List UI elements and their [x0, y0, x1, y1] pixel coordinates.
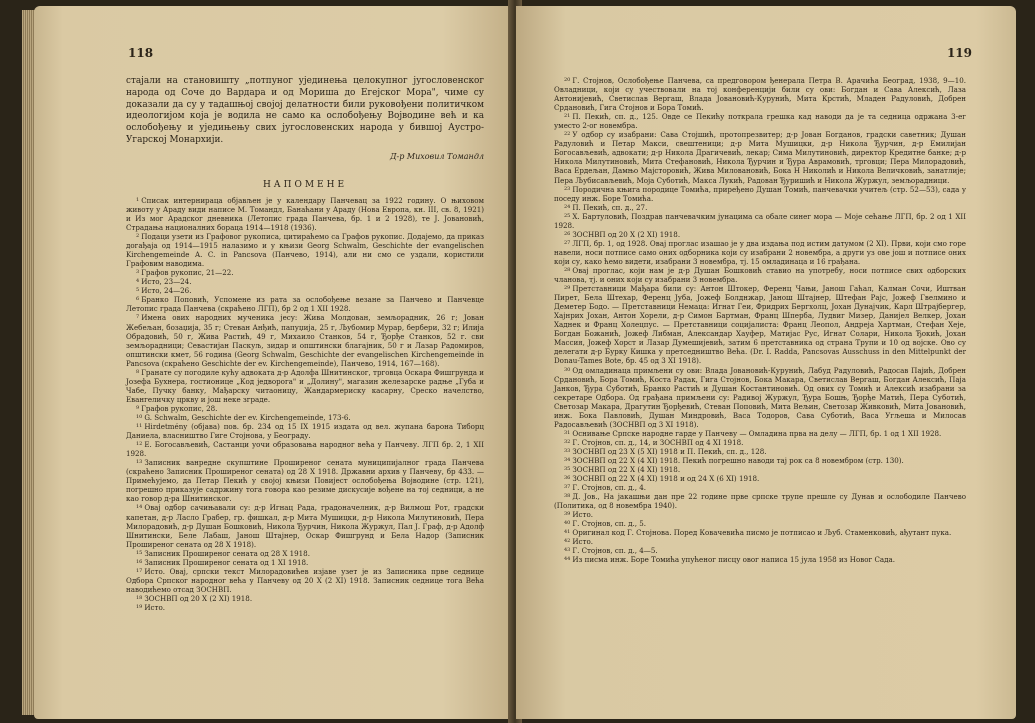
footnote	[554, 212, 966, 230]
body-paragraph: стајали на становишту „потпуног ујединења целокупног југословенског народа од Соче до Вардара и од Мориша до Егејског Мора", чиме су доказали да су у тадашњој својој делатности били руковођени политичком идеологијом која је водила не само ка ослобођењу Војводине већ и ка ослобођењу и уједињењу свих југословенских народа у бившој Аустро-Угарској Монархији.	[126, 76, 484, 145]
footnote	[126, 196, 484, 232]
footnote	[126, 549, 484, 558]
footnote-text: Х. Бартуловић, Поздрав панчевачким јунацима са обале синег мора — Моје сећање ЛГП, бр. 2 од 1 XII 1928.	[554, 211, 966, 230]
footnote	[554, 429, 966, 438]
footnote	[554, 492, 966, 510]
footnote	[126, 404, 484, 413]
footnote-number: 4	[136, 278, 140, 285]
footnote-number: 41	[564, 529, 571, 536]
footnote-text: П. Пекић, сп. д., 125. Овде се Пекићу поткрала грешка кад наводи да је та седница одржана 3-ег уместо 2-ог новембра.	[554, 112, 966, 131]
left-page	[34, 6, 514, 719]
footnote-text: Исто, 24—26.	[141, 286, 192, 296]
page-number: 119	[946, 46, 972, 60]
notes-heading: НАПОМЕНЕ	[262, 179, 348, 190]
footnote-text: Графов рукопис, 28.	[141, 403, 218, 413]
footnote-number: 38	[564, 493, 571, 500]
footnote-number: 21	[564, 113, 571, 120]
footnote-number: 20	[564, 77, 571, 83]
footnote-text: ЗОСНВП од 20 X (2 XI) 1918.	[572, 229, 681, 239]
footnote	[126, 413, 484, 422]
footnote-number: 8	[136, 368, 140, 375]
footnote-text: ЗОСНВП од 23 X (5 XI) 1918 и П. Пекић, сп. д., 128.	[572, 446, 767, 456]
footnote-number: 28	[564, 266, 571, 273]
footnote-number: 40	[564, 520, 571, 527]
footnote-number: 27	[564, 239, 571, 246]
footnote-number: 3	[136, 269, 140, 276]
footnote-text: ЗОСНВП од 22 X (4 XI) 1918. Пекић погрешно наводи тај рок са 8 новембром (стр. 130).	[572, 455, 904, 465]
footnote	[126, 268, 484, 277]
footnote-text: Бранко Поповић, Успомене из рата за ослобођење везане за Панчево и Панчевце Летопис града Панчева (скраћено ЛГП), бр 2 од 1 XII 1928.	[126, 295, 484, 314]
right-page	[516, 6, 1016, 719]
footnote-number: 32	[564, 438, 571, 445]
footnote-text: ЗОСНВП од 22 X (4 XI) 1918.	[572, 465, 681, 475]
footnote-text: Г. Стојнов, сп. д., 4—5.	[572, 546, 658, 556]
footnote-text: Записник Проширеног сената од 28 X 1918.	[144, 548, 310, 558]
footnote	[126, 603, 484, 612]
footnote	[554, 537, 966, 546]
footnote-number: 22	[564, 131, 571, 138]
footnote-number: 36	[564, 475, 571, 482]
footnote-text: У одбор су изабрани: Сава Стојшић, протопрезвитер; д-р Јован Богданов, градски саветник; Душан Радуловић и Петар Макси, свештеници; д-р Мита Мушицки, д-р Никола Ђурчин, д-р Емилијан Богосављевић, адвокати; д-р Никола Драгичевић, лекар; Сима Милутиновић, директор Кредитне банке; д-р Никола Милутиновић, Мита Стефановић, Никола Ђурчин и Ђура Аврамовић, трговци; Пера Милорадовић, Васа Ердељан, Дамњо Мајсторовић, Жива Миловановић, Бока Н Николић и Никола Величковић, занатлије; Пера Љубисављевић, Моја Суботић, Макса Лукић, Радован Ђуришић и Никола Журжул, земљорадници.	[554, 130, 966, 185]
footnote-number: 43	[564, 547, 571, 554]
footnote	[554, 130, 966, 184]
footnote	[554, 76, 966, 112]
footnote-number: 9	[136, 404, 140, 411]
footnote-text: Исто, 23—24.	[141, 277, 192, 287]
footnote-number: 42	[564, 538, 571, 545]
footnote-number: 2	[136, 233, 140, 240]
footnote-number: 37	[564, 484, 571, 491]
footnote-number: 14	[136, 504, 143, 511]
footnote-text: Графов рукопис, 21—22.	[141, 268, 234, 278]
footnote-number: 10	[136, 414, 143, 420]
footnote-number: 1	[136, 196, 140, 203]
footnote-text: G. Schwalm, Geschichte der ev. Kirchengemeinde, 173-6.	[144, 413, 351, 422]
footnote-text: Гранате су погодиле кућу адвоката д-р Адолфа Шнитинског, трговца Оскара Фишгрунда и Јозефа Бухнера, гостионице „Код једворога" и „Долину", магазин железарске радње „Губа и Чабе, Пучку банку, Мађарску читаоницу, Жандармериску касарну, Среско начелство, Евангеличку цркву и још неке зграде.	[126, 367, 484, 404]
footnote	[554, 519, 966, 528]
footnote-text: Из писма инж. Боре Томића упућеног писцу овог написа 15 јула 1958 из Новог Сада.	[572, 555, 896, 565]
footnote-number: 25	[564, 212, 571, 219]
right-page-text	[554, 76, 966, 565]
footnote-number: 15	[136, 549, 143, 556]
footnote-number: 30	[564, 366, 571, 373]
footnote-text: Г. Стојнов, сп. д., 14, и ЗОСНВП од 4 XI 1918.	[572, 437, 744, 447]
footnote	[126, 440, 484, 458]
footnote-text: Овај проглас, који нам је д-р Душан Бошковић ставио на употребу, носи потписе свих одборских чланова, тј. и оних који су изабрани 3 новембра.	[554, 265, 966, 285]
footnote-number: 11	[136, 423, 143, 430]
footnote-text: Е. Богосављевић, Састанци уочи образовања народног већа у Панчеву. ЛГП бр. 2, 1 XII 1928.	[126, 440, 484, 459]
footnote-text: Исто. Овај, српски текст Милорадовићев изјаве узет је из Записника прве седнице Одбора Српског народног већа у Панчеву од 20 X (2 XI) 1918. Записник седнице тога Већа наводићемо отсад ЗОСНВП.	[126, 566, 484, 594]
footnote-text: ЛГП, бр. 1, од 1928. Овај проглас изашао је у два издања под истим датумом (2 XI). Први, који смо горе навели, носи потписе само оних одборника који су изабрани 2 новембра, а други уз ове још и потписе оних који су, како ћемо видети, изабрани 3 новембра, тј. 15 омладинаца и 16 грађана.	[554, 238, 966, 266]
footnote-text: Д. Јов., На јакашњи дан пре 22 године прве српске трупе прешле су Дунав и ослободиле Панчево (Политика, од 8 новембра 1940).	[554, 492, 966, 511]
footnote	[126, 277, 484, 286]
footnote	[554, 528, 966, 537]
footnote	[554, 230, 966, 239]
author-signature: Д-р Миховил Томандл	[390, 151, 484, 161]
footnote-text: Г. Стојнов, Ослобођење Панчева, са предговором ђенерала Петра В. Арачића Београд, 1938, 9—10. Овладници, који су учествовали на тој конференцији били су ови: Богдан и Сава Алексић, Лаза Антонијевић, Светислав Вергаш, Влада Јовановић-Курунић, Мита Крстић, Младен Радуловић, Добрен Срдановић, Гига Стојнов и Бора Томић.	[554, 76, 966, 113]
footnote	[126, 594, 484, 603]
footnote	[126, 422, 484, 440]
footnote-number: 13	[136, 459, 143, 466]
footnote	[126, 567, 484, 594]
footnote	[554, 474, 966, 483]
footnote	[554, 284, 966, 365]
footnote-text: Овај одбор сачињавали су: д-р Игнац Рада, градоначелник, д-р Вилмош Рот, градски капетан, д-р Ласло Грабер, гр. фишкал, д-р Мита Мушицки, д-р Никола Милутиновић, Пера Милорадовић, д-р Душан Бошковић, Никола Ђурчин, Никола Журжул, Пал Ј. Граф, д-р Адолф Шнитински, Беле Лабаш, Јанош Штајнер, Оскар Фишгрунд и Бела Надор (Записник Проширеног сената од 28 X 1918).	[126, 503, 484, 549]
footnote-text: Исто.	[572, 537, 593, 547]
footnote-number: 26	[564, 230, 571, 237]
footnote-text: Имена ових народних мученика јесу: Жива Молдован, земљорадник, 26 г; Јован Жебељан, бозаџија, 35 г; Стеван Анђић, папуџија, 25 г, Љубомир Мурар, бербери, 32 г; Илија Обрадовић, 50 г, Жива Растић, 49 г, Михаило Станков, 54 г, Ђорђе Станков, 52 г. сви земљорадници; Севастијан Паскуљ, зидар и општински благајник, 50 г и Лазар Радомиров, општински кмет, 56 година (Georg Schwalm, Geschichte der evangelischen Kirchengemeinde in Pancsova (скраћено Geschichte der ev. Kirchengemeinde), Панчево, 1914, 167—168).	[126, 313, 484, 368]
footnote-number: 24	[564, 203, 571, 210]
footnote-text: П. Пекић, сп. д., 27.	[572, 202, 648, 212]
footnote-number: 29	[564, 285, 571, 292]
footnote-number: 39	[564, 511, 571, 518]
footnote	[554, 438, 966, 447]
left-page-text	[126, 76, 484, 612]
footnote	[126, 286, 484, 295]
footnote-number: 6	[136, 296, 140, 303]
footnote-number: 23	[564, 185, 571, 192]
footnote	[554, 456, 966, 465]
footnote-number: 12	[136, 441, 143, 448]
footnote-number: 5	[136, 287, 140, 294]
footnote-number: 35	[564, 466, 571, 473]
footnote	[554, 555, 966, 564]
footnote	[126, 313, 484, 367]
footnote	[554, 510, 966, 519]
footnote-number: 17	[136, 567, 143, 574]
footnote-number: 33	[564, 447, 571, 454]
notes-list	[554, 76, 966, 565]
footnote	[126, 558, 484, 567]
footnote	[126, 232, 484, 268]
footnote-text: Исто.	[572, 510, 593, 520]
footnote-text: Породична књига породице Томића, приређено Душан Томић, панчевачки учитељ (стр. 52—53), сада у поседу инж. Боре Томића.	[554, 184, 966, 203]
footnote-text: Записник Проширеног сената од 1 XI 1918.	[144, 557, 309, 567]
footnote-number: 19	[136, 603, 143, 610]
footnote	[554, 465, 966, 474]
footnote-text: Подаци узети из Графовог рукописа, цитираћемо са Графов рукопис. Додајемо, да приказ догађаја од 1914—1915 налазимо и у књизи Georg Schwalm, Geschichte der evangelischen Kirchengemeinde A. C. in Pancsova (Панчево, 1914), али ни смо се уздали, користили Графовим наводима.	[126, 232, 484, 269]
footnote	[126, 295, 484, 313]
footnote	[126, 368, 484, 404]
footnote	[554, 112, 966, 130]
footnote-number: 44	[564, 556, 571, 563]
footnote	[126, 458, 484, 503]
footnote-text: ЗОСНВП од 22 X (4 XI) 1918 и од 24 X (6 XI) 1918.	[572, 474, 760, 484]
footnote-text: Г. Стојнов, сп. д., 5.	[572, 519, 647, 529]
footnote	[554, 483, 966, 492]
footnote-text: Списак интернираца објављен је у календару Панчевац за 1922 годину. О њиховом животу у Араду види написе М. Томандл, Банаћани у Араду (Нова Европа, кн. III, св. 8, 1921) и Из мог Арадског дневника (Летопис града Панчева, бр. 1 и 2 1928), те Ј. Јовановић, Страдања националних бораца 1914—1918 (1936).	[126, 195, 484, 233]
footnote-number: 16	[136, 558, 143, 565]
footnote-text: ЗОСНВП од 20 X (2 XI) 1918.	[144, 593, 253, 603]
footnote	[554, 266, 966, 284]
footnote-text: Оригинал код Г. Стојнова. Поред Ковачевића писмо је потписао и Љуб. Стаменковић, ађутант пука.	[572, 528, 952, 538]
footnote-text: Записник ванредне скупштине Проширеног сената муниципијалног града Панчева (скраћено Записник Проширеног сената) од 28 X 1918. Државни архив у Панчеву, бр 433. — Примећујемо, да Петар Пекић у својој књизи Повијест ослобођења Војводине (стр. 121), погрешно приказује садржину тога говора као резиме дискусије вођене на тој седници, а не као говор д-ра Шнитинског.	[126, 458, 484, 504]
footnote-text: Од омладинаца примљени су ови: Влада Јовановић-Курунић, Лабуд Радуловић, Радосав Пајић, Добрен Срдановић, Бора Томић, Коста Радак, Гига Стојнов, Бока Макара, Светислав Вергаш, Богдан Алексић, Паја Јанков, Ђура Суботић, Бранко Растић и Душан Костантиновић. Од ових су Томић и Алексић изабрани за секретаре Одбора. Од грађана примљени су: Радивој Журжул, Ђура Бошњ, Ђорђе Матић, Пера Суботић, Светозар Макара, Драгутин Ђорђевић, Стеван Поповић, Мита Вељин, Светозар Живковић, Мита Јовановић, инж. Бока Павловић, Душан Миндровић, Васа Тодоров, Сава Суботић, Васа Угљеша и Милосав Радосављевић (ЗОСНВП од 3 XI 1918).	[554, 365, 966, 429]
footnote	[554, 546, 966, 555]
footnote-number: 31	[564, 429, 571, 436]
footnote	[554, 366, 966, 429]
page-number: 118	[128, 46, 154, 60]
footnote-number: 18	[136, 594, 143, 601]
footnote-number: 34	[564, 456, 571, 463]
footnote-text: Hirdetmény (објава) пов. бр. 234 од 15 IX 1915 издата од вел. жупана барона Тиборц Даниела, власништво Гиге Стојнова, у Београду.	[126, 422, 484, 441]
footnote	[554, 239, 966, 266]
footnote-number: 7	[136, 314, 140, 321]
footnote	[554, 185, 966, 203]
footnote	[554, 203, 966, 212]
footnote-text: Претставници Мађара били су: Антон Штокер, Ференц Чањи, Јанош Гаћал, Калман Сочи, Иштван Пирет, Бела Штехар, Ференц Јуба, Јожеф Болднжар, Јанош Штајнер, Штефан Рајс, Јожеф Гвелмино и Деметер Бодо. — Претставници Немаца: Игнат Геи, Фридрих Бергхолц, Јохан Дунајчик, Карл Штрајбергер, Хајнрих Јохан, Антон Хорели, д-р Симон Бартман, Франц Шперба, Лудвиг Мизер, Данијел Велкер, Јохан Хаднек и Франц Холецпус. — Претставници социјалиста: Франц Леопол, Андреја Хартман, Стефан Хеје, Богдан Божанић, Јожеф Либман, Александар Хауфер, Матијас Рус, Игнат Солари, Никола Ђокић, Јохан Массия, Јожеф Хорст и Лазар Думешијевић, затим 6 претставника од страна Трупи и 10 од војске. Ово су делегати д-р Бурку Кишка у претседништво Већа. (Dr. I. Radda, Pancsovas Ausschuss in den Mittelpunkt der Donau-Tames Bote, бр. 45 од 3 XI 1918).	[554, 284, 966, 366]
footnote-text: Исто.	[144, 602, 165, 612]
footnote-text: Г. Стојнов, сп. д., 4.	[572, 483, 647, 493]
footnote	[554, 447, 966, 456]
notes-list	[126, 196, 484, 612]
footnote-text: Оснивање Српске народне гарде у Панчеву — Омладина прва на делу — ЛГП, бр. 1 од 1 XII 1928.	[572, 428, 942, 438]
footnote	[126, 503, 484, 548]
